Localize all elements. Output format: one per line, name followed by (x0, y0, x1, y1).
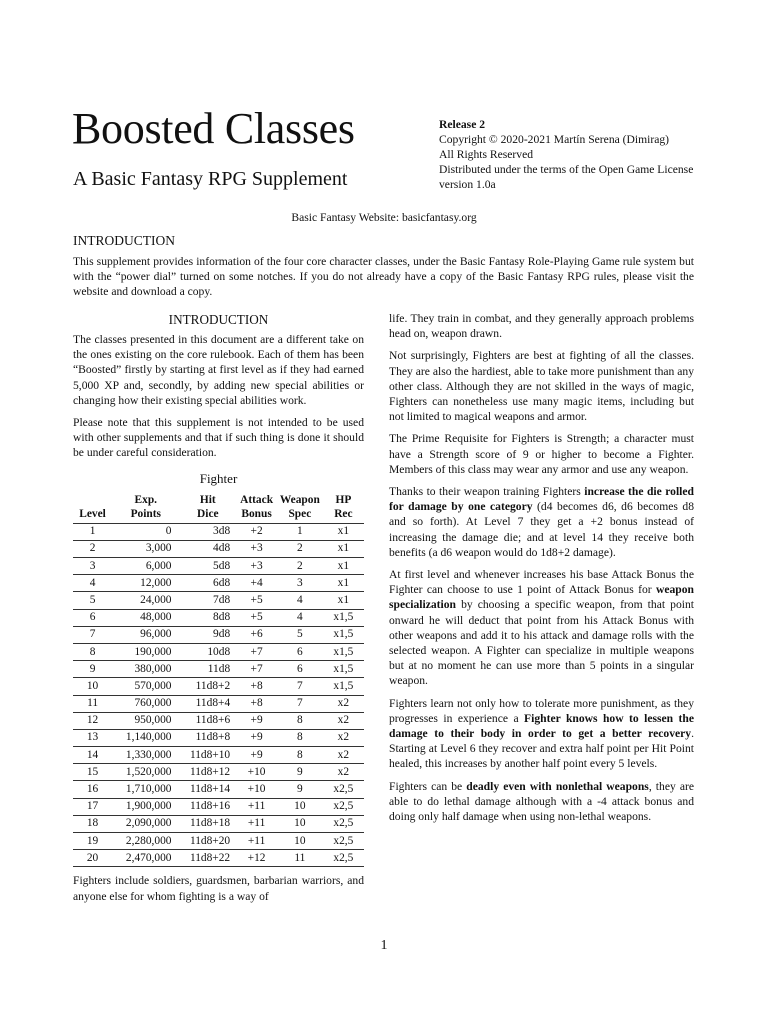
paragraph: The Prime Requisite for Fighters is Strength; a character must have a Strength score of 9 or higher to become a Fighter. Members of this class may wear any armor and use any weapon. (389, 432, 694, 476)
column-header: Level (73, 507, 112, 523)
section-heading: INTRODUCTION (168, 312, 269, 327)
table-cell: +7 (236, 661, 277, 678)
table-cell: 10 (277, 833, 323, 850)
table-cell: 9 (277, 781, 323, 798)
table-row (73, 781, 364, 798)
table-cell: 1 (277, 523, 323, 540)
table-cell: 8 (277, 729, 323, 746)
table-row (73, 815, 364, 832)
table-cell: x2,5 (323, 850, 364, 867)
table-cell: +4 (236, 575, 277, 592)
paragraph-text: Fighters can be (389, 779, 467, 793)
table-cell: x1 (323, 540, 364, 557)
table-cell: 3 (277, 575, 323, 592)
table-row (73, 764, 364, 781)
table-body (73, 523, 364, 867)
table-row (73, 712, 364, 729)
bold-text: weapon specialization (389, 583, 694, 612)
table-cell: 11 (277, 850, 323, 867)
table-cell: 6,000 (112, 558, 179, 575)
table-cell: 190,000 (112, 643, 179, 660)
table-cell: x1,5 (323, 626, 364, 643)
table-cell: 6 (277, 661, 323, 678)
table-cell: 96,000 (112, 626, 179, 643)
column-header: Spec (277, 507, 323, 523)
column-header: HP (335, 493, 352, 506)
table-cell: x2,5 (323, 781, 364, 798)
table-cell: 3,000 (112, 540, 179, 557)
table-cell: 13 (73, 729, 112, 746)
release-label: Release 2 (439, 118, 486, 131)
table-cell: 10d8 (179, 643, 236, 660)
table-cell: +7 (236, 643, 277, 660)
table-cell: 8 (277, 747, 323, 764)
table-cell: 14 (73, 747, 112, 764)
paragraph: The classes presented in this document are a different take on the ones existing on the core rulebook. Each of them has been “Boosted” firstly by starting at first level as if they had earned 5,000 XP and, secondly, by adding new special abilities or changing how their existing special abilities work. (73, 333, 364, 407)
table-row (73, 850, 364, 867)
fighter-progression-table (73, 493, 364, 868)
table-cell: 10 (277, 815, 323, 832)
paragraph: life. They train in combat, and they generally approach problems head on, weapon drawn. (389, 312, 694, 341)
bold-text: deadly even with nonlethal weapons (466, 779, 649, 793)
paragraph-text: Fighters learn not only how to tolerate more punishment, as they progresses in experience a (389, 696, 694, 725)
table-cell: 4 (277, 592, 323, 609)
table-cell: +3 (236, 540, 277, 557)
paragraph-text: by choosing a specific weapon, from that point onward he will deduct that point from his Attack Bonus with other weapons and add it to his attack and damage rolls with the selected weapon. A Fighter can specialize in multiple weapons but at no moment he can use more than 5 points in a singular weapon. (389, 598, 694, 688)
paragraph-text: Thanks to their weapon training Fighters (389, 485, 585, 499)
website-line: Basic Fantasy Website: basicfantasy.org (291, 211, 477, 224)
table-cell: 10 (277, 798, 323, 815)
table-cell: 20 (73, 850, 112, 867)
table-cell: x1 (323, 558, 364, 575)
table-cell: 2,090,000 (112, 815, 179, 832)
page-number: 1 (380, 938, 388, 953)
table-cell: +12 (236, 850, 277, 867)
table-row (73, 609, 364, 626)
table-cell: 5 (277, 626, 323, 643)
table-row (73, 695, 364, 712)
table-cell: 1,520,000 (112, 764, 179, 781)
table-cell: 6d8 (179, 575, 236, 592)
table-cell: 9 (73, 661, 112, 678)
table-cell: x1,5 (323, 678, 364, 695)
paragraph-text: At first level and whenever increases his base Attack Bonus the Fighter can choose to use 1 point of Attack Bonus for (389, 568, 694, 597)
table-cell: x2 (323, 747, 364, 764)
table-cell: 17 (73, 798, 112, 815)
table-cell: 11d8+18 (179, 815, 236, 832)
table-cell: 1,140,000 (112, 729, 179, 746)
table-cell: x1 (323, 575, 364, 592)
table-cell: +9 (236, 729, 277, 746)
table-cell: 12 (73, 712, 112, 729)
table-cell: x1,5 (323, 609, 364, 626)
paragraph (389, 484, 694, 560)
copyright-line: Copyright © 2020-2021 Martín Serena (Dimirag) (439, 133, 670, 146)
right-column (389, 311, 694, 831)
rights-line: All Rights Reserved (439, 148, 534, 161)
paragraph-text: . Starting at Level 6 they recover and extra half point per Hit Point healed, this increases by another half point every 5 levels. (389, 727, 694, 771)
table-row (73, 833, 364, 850)
table-cell: +10 (236, 764, 277, 781)
table-cell: 11d8+4 (179, 695, 236, 712)
table-cell: 4 (277, 609, 323, 626)
table-cell: 3d8 (179, 523, 236, 540)
table-cell: +9 (236, 712, 277, 729)
paragraph (389, 567, 694, 689)
table-cell: x2 (323, 712, 364, 729)
table-row (73, 678, 364, 695)
table-row (73, 661, 364, 678)
column-header: Dice (179, 507, 236, 523)
column-header: Hit (199, 493, 216, 506)
table-cell: 15 (73, 764, 112, 781)
table-cell: 2 (73, 540, 112, 557)
table-cell: +11 (236, 798, 277, 815)
table-cell: x2 (323, 764, 364, 781)
table-cell: 950,000 (112, 712, 179, 729)
column-header: Points (112, 507, 179, 523)
table-cell: 0 (112, 523, 179, 540)
table-cell: 8 (73, 643, 112, 660)
table-row (73, 729, 364, 746)
table-cell: +11 (236, 815, 277, 832)
table-row (73, 626, 364, 643)
paragraph-text: (d4 becomes d6, d6 becomes d8 and so forth). At Level 7 they get a +2 bonus instead of increasing the damage die; and at level 14 they receive both benefits (a d6 weapon would do 1d8+2 damage). (389, 500, 694, 559)
table-cell: 9d8 (179, 626, 236, 643)
table-cell: 11d8+20 (179, 833, 236, 850)
table-cell: 11d8+16 (179, 798, 236, 815)
table-cell: 3 (73, 558, 112, 575)
table-cell: x1,5 (323, 643, 364, 660)
table-cell: +9 (236, 747, 277, 764)
document-title: Boosted Classes (72, 104, 355, 153)
table-cell: x1 (323, 523, 364, 540)
table-row (73, 592, 364, 609)
table-cell: 380,000 (112, 661, 179, 678)
column-header: Attack (240, 493, 274, 506)
intro-heading: INTRODUCTION (73, 233, 175, 248)
table-cell: 10 (73, 678, 112, 695)
table-cell: 7 (277, 695, 323, 712)
table-row (73, 575, 364, 592)
intro-paragraph: This supplement provides information of the four core character classes, under the Basic Fantasy Role-Playing Game rule system but with the “power dial” turned on some notches. If you do not already have a copy of the Basic Fantasy RPG rules, please visit the website and download a copy. (73, 255, 694, 299)
table-cell: 4 (73, 575, 112, 592)
bold-text: increase the die rolled for damage by one category (389, 485, 695, 514)
table-cell: 11d8+10 (179, 747, 236, 764)
table-cell: 1,330,000 (112, 747, 179, 764)
table-cell: 11d8 (179, 661, 236, 678)
left-column (73, 311, 364, 911)
table-cell: +6 (236, 626, 277, 643)
table-cell: 2,280,000 (112, 833, 179, 850)
table-cell: +5 (236, 609, 277, 626)
license-line: Distributed under the terms of the Open Game License (439, 163, 694, 176)
table-cell: 2 (277, 540, 323, 557)
table-cell: 6 (277, 643, 323, 660)
table-header-row (73, 507, 364, 523)
table-title: Fighter (199, 470, 238, 486)
table-cell: +5 (236, 592, 277, 609)
table-cell: 16 (73, 781, 112, 798)
table-cell: 2,470,000 (112, 850, 179, 867)
table-cell: x2,5 (323, 833, 364, 850)
table-cell: x1,5 (323, 661, 364, 678)
table-cell: x2,5 (323, 798, 364, 815)
table-row (73, 643, 364, 660)
table-cell: 2 (277, 558, 323, 575)
column-header: Rec (323, 507, 364, 523)
column-header: Weapon (279, 493, 320, 506)
column-header (73, 493, 112, 508)
table-cell: 760,000 (112, 695, 179, 712)
table-cell: 1,900,000 (112, 798, 179, 815)
table-cell: 11d8+8 (179, 729, 236, 746)
paragraph: Not surprisingly, Fighters are best at fighting of all the classes. They are also the hardiest, able to take more punishment than any other class. Although they are not skilled in the ways of magic, Fighters can nonetheless use many magic items, including but not limited to magical weapons and armor. (389, 349, 694, 424)
table-cell: +11 (236, 833, 277, 850)
table-cell: 7 (277, 678, 323, 695)
document-subtitle: A Basic Fantasy RPG Supplement (73, 168, 348, 190)
table-cell: 570,000 (112, 678, 179, 695)
table-row (73, 523, 364, 540)
table-row (73, 798, 364, 815)
table-cell: x2,5 (323, 815, 364, 832)
table-cell: x2 (323, 695, 364, 712)
table-cell: 48,000 (112, 609, 179, 626)
table-cell: 19 (73, 833, 112, 850)
table-cell: +2 (236, 523, 277, 540)
table-cell: 8 (277, 712, 323, 729)
table-cell: x1 (323, 592, 364, 609)
table-cell: 1,710,000 (112, 781, 179, 798)
column-header: Exp. (134, 493, 158, 506)
table-cell: 18 (73, 815, 112, 832)
table-row (73, 747, 364, 764)
table-row (73, 540, 364, 557)
table-header-row (73, 493, 364, 508)
paragraph-text: , they are able to do lethal damage although with a -4 attack bonus and doing only half damage when using non-lethal weapons. (389, 779, 695, 824)
license-version: version 1.0a (439, 178, 496, 191)
table-cell: x2 (323, 729, 364, 746)
table-cell: +8 (236, 695, 277, 712)
table-cell: 24,000 (112, 592, 179, 609)
paragraph: Please note that this supplement is not intended to be used with other supplements and that if such thing is done it should be under careful consideration. (73, 416, 364, 460)
bold-text: Fighter knows how to lessen the damage to their body in order to get a better recovery (389, 711, 694, 741)
table-cell: 11d8+14 (179, 781, 236, 798)
table-row (73, 558, 364, 575)
table-cell: 5 (73, 592, 112, 609)
table-cell: 5d8 (179, 558, 236, 575)
table-cell: 11d8+22 (179, 850, 236, 867)
release-info (439, 117, 739, 192)
table-cell: +8 (236, 678, 277, 695)
paragraph (389, 696, 694, 772)
table-cell: 4d8 (179, 540, 236, 557)
table-cell: +10 (236, 781, 277, 798)
table-cell: 7 (73, 626, 112, 643)
table-cell: 1 (73, 523, 112, 540)
table-cell: 8d8 (179, 609, 236, 626)
paragraph (389, 779, 694, 825)
table-cell: +3 (236, 558, 277, 575)
table-cell: 6 (73, 609, 112, 626)
paragraph: Fighters include soldiers, guardsmen, barbarian warriors, and anyone else for whom fighting is a way of (73, 874, 364, 903)
table-cell: 11d8+2 (179, 678, 236, 695)
table-cell: 11d8+12 (179, 764, 236, 781)
table-cell: 9 (277, 764, 323, 781)
table-cell: 7d8 (179, 592, 236, 609)
table-cell: 12,000 (112, 575, 179, 592)
column-header: Bonus (236, 507, 277, 523)
table-cell: 11 (73, 695, 112, 712)
table-cell: 11d8+6 (179, 712, 236, 729)
